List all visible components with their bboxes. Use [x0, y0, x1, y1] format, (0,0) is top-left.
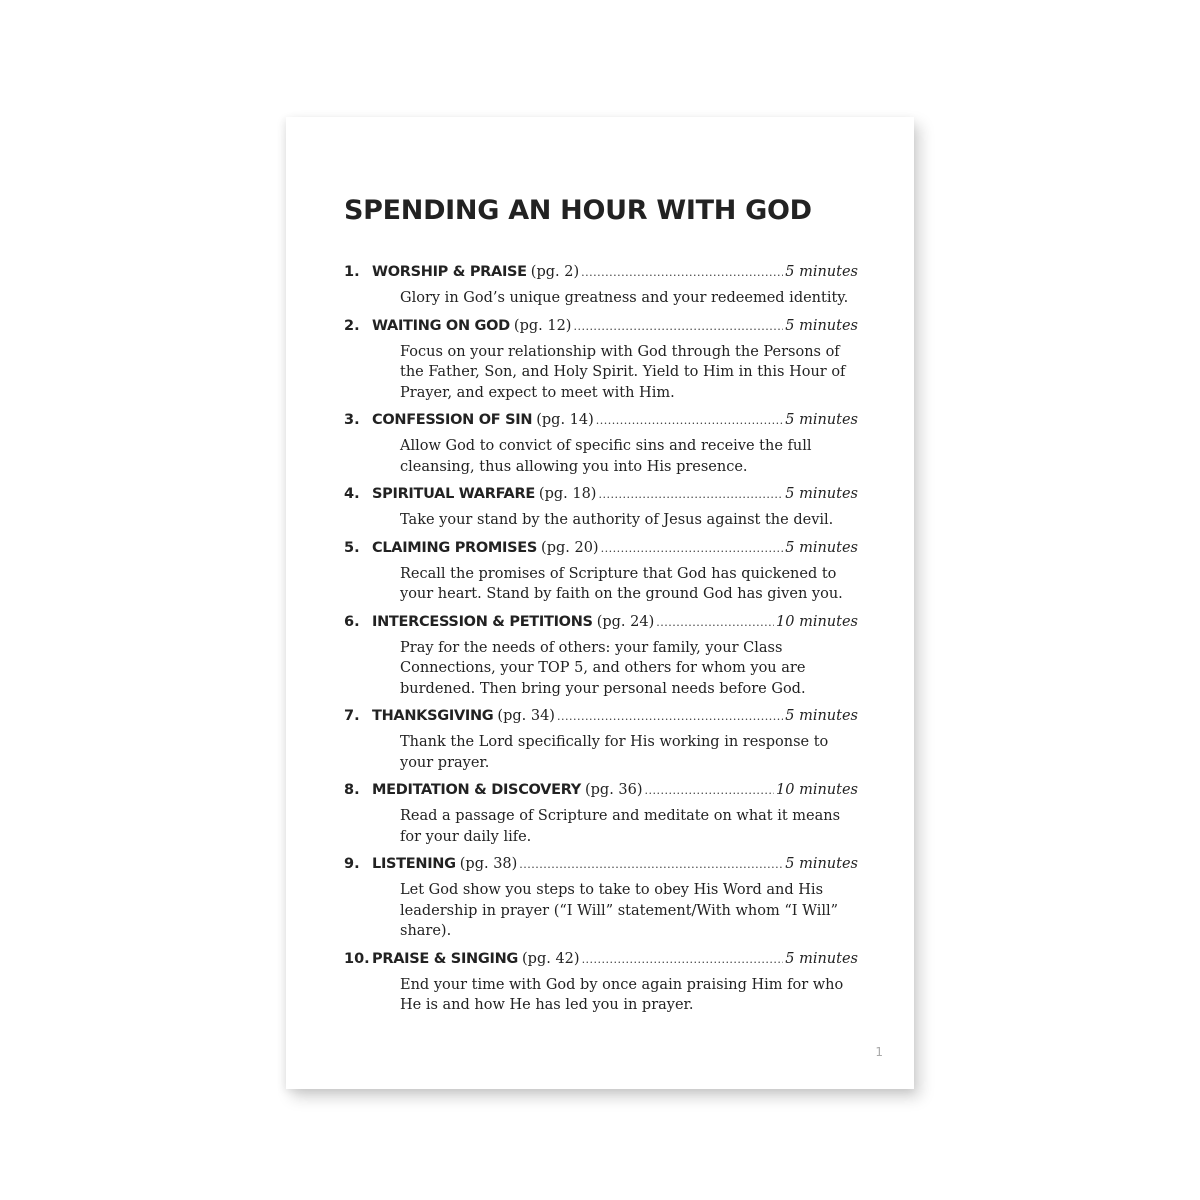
item-description: Let God show you steps to take to obey His Word and His leadership in prayer (“I Will” statement/With whom “I Will” share).	[400, 882, 839, 939]
list-item	[344, 312, 858, 404]
list-item	[344, 608, 858, 700]
item-name: WAITING ON GOD	[372, 317, 510, 334]
item-heading	[344, 608, 858, 636]
item-page-ref: (pg. 36)	[584, 782, 643, 798]
dot-leader	[573, 313, 783, 340]
item-description: Allow God to convict of specific sins and receive the full cleansing, thus allowing you into His presence.	[400, 438, 812, 475]
item-number: 9.	[344, 856, 360, 872]
page-title: SPENDING AN HOUR WITH GOD	[344, 195, 812, 226]
list-item	[344, 776, 858, 847]
item-heading	[344, 776, 858, 804]
item-duration: 10 minutes	[776, 613, 858, 630]
item-name: THANKSGIVING	[372, 708, 494, 724]
item-page-ref: (pg. 42)	[522, 950, 580, 967]
item-description: Glory in God’s unique greatness and your redeemed identity.	[400, 290, 849, 306]
list-item	[344, 534, 858, 605]
item-name: LISTENING	[372, 856, 456, 872]
item-number: 7.	[344, 708, 360, 724]
item-duration: 5 minutes	[785, 486, 858, 502]
item-heading	[344, 406, 858, 434]
dot-leader	[582, 946, 784, 973]
item-duration: 5 minutes	[785, 412, 858, 428]
item-heading	[344, 480, 858, 508]
item-number: 1.	[344, 264, 360, 280]
item-name: PRAISE & SINGING	[372, 950, 519, 967]
item-heading	[344, 702, 858, 730]
list-item	[344, 258, 858, 309]
item-page-ref: (pg. 2)	[530, 264, 580, 280]
item-name: SPIRITUAL WARFARE	[372, 486, 535, 502]
item-description: Take your stand by the authority of Jesus against the devil.	[400, 512, 834, 528]
item-duration: 5 minutes	[785, 708, 858, 724]
dot-leader	[557, 703, 783, 730]
item-duration: 5 minutes	[785, 264, 858, 280]
item-description: Focus on your relationship with God through the Persons of the Father, Son, and Holy Spirit. Yield to Him in this Hour of Prayer, and expect to meet with Him.	[400, 343, 846, 401]
dot-leader	[596, 407, 783, 434]
schedule-list	[344, 258, 858, 1019]
item-description: Recall the promises of Scripture that God has quickened to your heart. Stand by faith on the ground God has given you.	[400, 565, 843, 602]
item-number: 3.	[344, 412, 360, 428]
list-item	[344, 406, 858, 477]
item-page-ref: (pg. 14)	[536, 412, 594, 428]
item-duration: 5 minutes	[785, 950, 858, 967]
item-name: MEDITATION & DISCOVERY	[372, 782, 581, 798]
item-name: CONFESSION OF SIN	[372, 412, 533, 428]
item-page-ref: (pg. 20)	[541, 539, 599, 556]
item-page-ref: (pg. 34)	[497, 708, 555, 724]
dot-leader	[519, 851, 783, 878]
item-number: 10.	[344, 950, 370, 967]
item-description: End your time with God by once again praising Him for who He is and how He has led you in prayer.	[400, 976, 844, 1013]
list-item	[344, 850, 858, 942]
item-duration: 5 minutes	[785, 317, 858, 334]
item-number: 5.	[344, 539, 360, 556]
dot-leader	[601, 535, 784, 562]
item-number: 2.	[344, 317, 360, 334]
item-page-ref: (pg. 12)	[513, 317, 572, 334]
dot-leader	[598, 481, 783, 508]
item-page-ref: (pg. 24)	[596, 613, 655, 630]
item-heading	[344, 850, 858, 878]
item-description: Read a passage of Scripture and meditate on what it means for your daily life.	[400, 808, 841, 845]
document-page	[286, 117, 914, 1089]
item-page-ref: (pg. 38)	[459, 856, 518, 872]
item-heading	[344, 945, 858, 973]
dot-leader	[656, 609, 774, 636]
item-number: 8.	[344, 782, 360, 798]
list-item	[344, 945, 858, 1016]
item-number: 4.	[344, 486, 360, 502]
page-number: 1	[875, 1045, 883, 1059]
item-description: Thank the Lord specifically for His working in response to your prayer.	[400, 734, 829, 771]
item-number: 6.	[344, 613, 360, 630]
list-item	[344, 480, 858, 531]
item-page-ref: (pg. 18)	[538, 486, 597, 502]
dot-leader	[581, 259, 783, 286]
item-name: CLAIMING PROMISES	[372, 539, 538, 556]
item-name: WORSHIP & PRAISE	[372, 264, 527, 280]
item-duration: 5 minutes	[785, 539, 858, 556]
dot-leader	[645, 777, 775, 804]
item-name: INTERCESSION & PETITIONS	[372, 613, 593, 630]
list-item	[344, 702, 858, 773]
item-heading	[344, 258, 858, 286]
item-duration: 5 minutes	[785, 856, 858, 872]
item-heading	[344, 534, 858, 562]
item-heading	[344, 312, 858, 340]
item-description: Pray for the needs of others: your family, your Class Connections, your TOP 5, and others for whom you are burdened. Then bring your personal needs before God.	[400, 639, 806, 697]
item-duration: 10 minutes	[776, 782, 858, 798]
